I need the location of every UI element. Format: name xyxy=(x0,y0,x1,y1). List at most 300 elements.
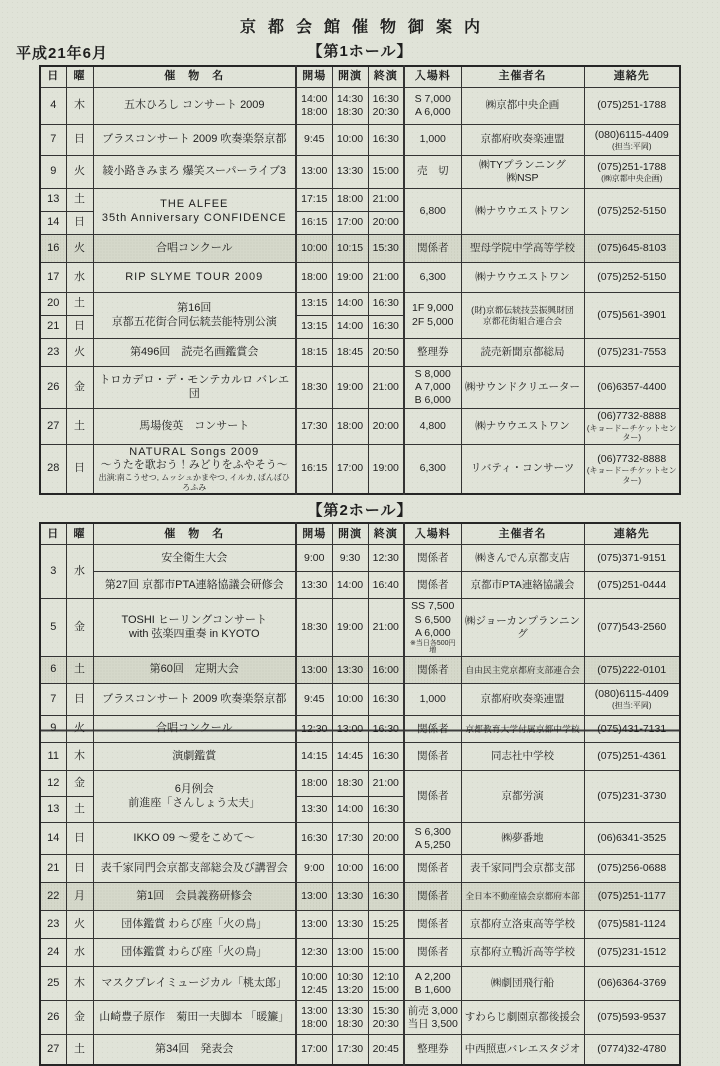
cell-weekday: 水 xyxy=(66,939,93,967)
event-performers: 出演:南こうせつ, ムッシュかまやつ, イルカ, ばんばひろふみ xyxy=(98,473,290,492)
cell-event: IKKO 09 〜愛をこめて〜 xyxy=(93,823,296,855)
cell-fee xyxy=(404,88,461,125)
cell-contact: (075)222-0101 xyxy=(584,657,680,684)
cell-start: 10:00 xyxy=(332,125,368,156)
cell-end: 15:30 xyxy=(368,235,404,263)
cell-end xyxy=(368,967,404,1001)
cell-end: 16:30 xyxy=(368,316,404,339)
table-row xyxy=(40,1035,680,1065)
cell-open: 9:00 xyxy=(296,545,332,572)
cell-contact: (075)252-5150 xyxy=(584,263,680,293)
cell-start: 18:30 xyxy=(332,771,368,797)
cell-end: 21:00 xyxy=(368,771,404,797)
cell-event xyxy=(93,444,296,494)
cell-contact: (075)251-4361 xyxy=(584,743,680,771)
cell-end: 16:40 xyxy=(368,572,404,599)
cell-weekday: 金 xyxy=(66,771,93,797)
cell-weekday: 木 xyxy=(66,88,93,125)
contact-note: (担当:平岡) xyxy=(611,701,652,711)
cell-weekday: 水 xyxy=(66,263,93,293)
cell-day: 4 xyxy=(40,88,66,125)
cell-start: 9:30 xyxy=(332,545,368,572)
cell-organizer: ㈱きんでん京都支店 xyxy=(461,545,584,572)
cell-open: 9:00 xyxy=(296,855,332,883)
col-contact: 連絡先 xyxy=(584,523,680,545)
cell-organizer: 京都市PTA連絡協議会 xyxy=(461,572,584,599)
cell-event xyxy=(93,88,296,125)
cell-day: 12 xyxy=(40,771,66,797)
cell-contact: (0774)32-4780 xyxy=(584,1035,680,1065)
table-row xyxy=(40,339,680,367)
cell-contact: (075)231-1512 xyxy=(584,939,680,967)
cell-day: 26 xyxy=(40,1001,66,1035)
fee-line: 2F 5,000 xyxy=(412,315,454,328)
cell-start: 13:30 xyxy=(332,911,368,939)
cell-end: 21:00 xyxy=(368,367,404,409)
cell-event: ブラスコンサート 2009 吹奏楽祭京都 xyxy=(93,684,296,716)
cell-weekday: 土 xyxy=(66,797,93,823)
cell-start: 18:45 xyxy=(332,339,368,367)
cell-weekday: 水 xyxy=(66,545,93,599)
contact-number: (080)6115-4409 xyxy=(594,128,669,141)
cell-open: 18:00 xyxy=(296,771,332,797)
cell-end: 15:00 xyxy=(368,156,404,189)
event-title: 五木ひろし コンサート 2009 xyxy=(123,99,265,112)
cell-start: 13:00 xyxy=(332,939,368,967)
organizer-line: ㈱NSP xyxy=(506,172,539,184)
table-row xyxy=(40,883,680,911)
fee-line: A 5,250 xyxy=(414,838,451,851)
cell-contact: (075)231-3730 xyxy=(584,771,680,823)
cell-organizer: 自由民主党京都府支部連合会 xyxy=(461,657,584,684)
table-row xyxy=(40,125,680,156)
cell-event: マスクプレイミュージカル「桃太郎」 xyxy=(93,967,296,1001)
cell-day: 27 xyxy=(40,1035,66,1065)
cell-fee: 1,000 xyxy=(404,125,461,156)
cell-day: 9 xyxy=(40,716,66,743)
cell-event: 合唱コンクール xyxy=(93,716,296,743)
cell-day: 22 xyxy=(40,883,66,911)
cell-start: 19:00 xyxy=(332,599,368,657)
cell-weekday: 日 xyxy=(66,684,93,716)
cell-day: 28 xyxy=(40,444,66,494)
cell-day: 16 xyxy=(40,235,66,263)
time-start: 14:30 xyxy=(336,92,364,105)
cell-fee: 6,800 xyxy=(404,189,461,235)
cell-organizer: 全日本不動産協会京都府本部 xyxy=(461,883,584,911)
cell-event xyxy=(93,599,296,657)
cell-start: 10:00 xyxy=(332,855,368,883)
cell-day: 3 xyxy=(40,545,66,599)
cell-fee: 関係者 xyxy=(404,771,461,823)
cell-contact: (075)371-9151 xyxy=(584,545,680,572)
time-end: 15:00 xyxy=(372,983,399,996)
cell-event: 綾小路きみまろ 爆笑スーパーライブ3 xyxy=(93,156,296,189)
cell-open: 13:00 xyxy=(296,657,332,684)
cell-contact: (075)256-0688 xyxy=(584,855,680,883)
col-event: 催 物 名 xyxy=(93,523,296,545)
table-row xyxy=(40,771,680,797)
cell-open: 16:15 xyxy=(296,444,332,494)
cell-weekday: 土 xyxy=(66,1035,93,1065)
cell-contact: (075)251-0444 xyxy=(584,572,680,599)
cell-end: 16:30 xyxy=(368,716,404,743)
cell-fee: 整理券 xyxy=(404,339,461,367)
cell-contact: (06)6364-3769 xyxy=(584,967,680,1001)
cell-fee: 関係者 xyxy=(404,545,461,572)
table-row xyxy=(40,599,680,657)
cell-start: 14:45 xyxy=(332,743,368,771)
time-open: 18:00 xyxy=(301,106,328,118)
col-day: 日 xyxy=(40,523,66,545)
cell-fee: 関係者 xyxy=(404,657,461,684)
col-organizer: 主催者名 xyxy=(461,66,584,88)
cell-start: 13:30 xyxy=(332,657,368,684)
cell-day: 27 xyxy=(40,409,66,444)
col-start: 開演 xyxy=(332,523,368,545)
hall1-label: 【第1ホール】 xyxy=(307,43,413,60)
cell-end: 16:30 xyxy=(368,797,404,823)
cell-day: 6 xyxy=(40,657,66,684)
cell-open: 13:30 xyxy=(296,572,332,599)
cell-event xyxy=(93,293,296,339)
cell-end: 21:00 xyxy=(368,263,404,293)
cell-contact: (06)6341-3525 xyxy=(584,823,680,855)
cell-end: 15:00 xyxy=(368,939,404,967)
header-row xyxy=(40,66,680,88)
cell-organizer: ㈱サウンドクリエーター xyxy=(461,367,584,409)
cell-event: 団体鑑賞 わらび座「火の鳥」 xyxy=(93,911,296,939)
cell-organizer: ㈱夢番地 xyxy=(461,823,584,855)
cell-start xyxy=(332,88,368,125)
cell-open xyxy=(296,1001,332,1035)
cell-contact: (075)561-3901 xyxy=(584,293,680,339)
cell-organizer: リバティ・コンサーツ xyxy=(461,444,584,494)
cell-organizer: ㈱劇団飛行船 xyxy=(461,967,584,1001)
cell-day: 24 xyxy=(40,939,66,967)
event-subtitle: with 弦楽四重奏 in KYOTO xyxy=(128,627,260,640)
cell-fee: 関係者 xyxy=(404,911,461,939)
cell-event: トロカデロ・デ・モンテカルロ バレエ団 xyxy=(93,367,296,409)
time-open: 10:00 xyxy=(301,970,328,983)
cell-contact: (075)581-1124 xyxy=(584,911,680,939)
cell-start: 17:00 xyxy=(332,212,368,235)
cell-weekday: 火 xyxy=(66,156,93,189)
cell-open: 17:15 xyxy=(296,189,332,212)
table-row xyxy=(40,293,680,316)
col-fee: 入場料 xyxy=(404,523,461,545)
cell-weekday: 火 xyxy=(66,339,93,367)
cell-organizer: 京都府立洛東高等学校 xyxy=(461,911,584,939)
event-subtitle: 京都五花街合同伝統芸能特別公演 xyxy=(111,315,277,328)
cell-end: 20:00 xyxy=(368,212,404,235)
table-row xyxy=(40,911,680,939)
col-end: 終演 xyxy=(368,66,404,88)
cell-organizer xyxy=(461,293,584,339)
cell-end: 16:30 xyxy=(368,684,404,716)
fee-note: ※当日各500円増 xyxy=(409,639,456,655)
cell-organizer: ㈱京都中央企画 xyxy=(461,88,584,125)
cell-fee xyxy=(404,823,461,855)
cell-day: 25 xyxy=(40,967,66,1001)
event-title: 第16回 xyxy=(177,301,212,314)
cell-end: 21:00 xyxy=(368,599,404,657)
cell-organizer xyxy=(461,156,584,189)
cell-day: 9 xyxy=(40,156,66,189)
cell-fee: 売 切 xyxy=(404,156,461,189)
cell-weekday: 日 xyxy=(66,444,93,494)
contact-number: (075)251-1788 xyxy=(597,160,667,173)
cell-fee xyxy=(404,293,461,339)
col-weekday: 曜 xyxy=(66,523,93,545)
cell-open: 18:30 xyxy=(296,367,332,409)
contact-note: (キョードーチケットセンター) xyxy=(586,423,677,443)
fee-line: S 7,000 xyxy=(414,92,451,105)
cell-weekday: 金 xyxy=(66,367,93,409)
cell-event: 表千家同門会京都支部総会及び講習会 xyxy=(93,855,296,883)
cell-event: RIP SLYME TOUR 2009 xyxy=(93,263,296,293)
cell-day: 7 xyxy=(40,125,66,156)
cell-fee: 関係者 xyxy=(404,883,461,911)
table-row-cancelled xyxy=(40,716,680,743)
table-row xyxy=(40,409,680,444)
time-open: 13:00 xyxy=(301,1004,328,1017)
organizer-line: ㈱TYプランニング xyxy=(479,158,566,171)
cell-end: 16:30 xyxy=(368,125,404,156)
cell-contact: (075)593-9537 xyxy=(584,1001,680,1035)
cell-organizer: ㈱ナウウエストワン xyxy=(461,263,584,293)
cell-start: 10:00 xyxy=(332,684,368,716)
cell-open: 9:45 xyxy=(296,125,332,156)
table-row xyxy=(40,939,680,967)
cell-fee: 関係者 xyxy=(404,743,461,771)
time-open: 14:00 xyxy=(301,92,328,105)
cell-event: 第27回 京都市PTA連絡協議会研修会 xyxy=(93,572,296,599)
cell-fee: 1,000 xyxy=(404,684,461,716)
table-row xyxy=(40,189,680,212)
cell-contact xyxy=(584,684,680,716)
col-open: 開場 xyxy=(296,66,332,88)
cell-weekday: 木 xyxy=(66,967,93,1001)
table-row xyxy=(40,967,680,1001)
contact-number: (080)6115-4409 xyxy=(594,688,669,701)
table-row xyxy=(40,88,680,125)
cell-open: 18:30 xyxy=(296,599,332,657)
fee-line: A 6,000 xyxy=(414,106,451,118)
table-row xyxy=(40,855,680,883)
cell-organizer: ㈱ナウウエストワン xyxy=(461,409,584,444)
cell-open: 17:00 xyxy=(296,1035,332,1065)
table-row xyxy=(40,823,680,855)
contact-number: (06)7732-8888 xyxy=(597,452,667,465)
cell-start: 18:00 xyxy=(332,189,368,212)
cell-organizer: 読売新聞京都総局 xyxy=(461,339,584,367)
event-title: 6月例会 xyxy=(174,782,214,795)
cell-event: 第34回 発表会 xyxy=(93,1035,296,1065)
cell-contact: (077)543-2560 xyxy=(584,599,680,657)
cell-weekday: 火 xyxy=(66,235,93,263)
cell-open: 18:00 xyxy=(296,263,332,293)
cell-contact xyxy=(584,156,680,189)
event-subtitle: 35th Anniversary CONFIDENCE xyxy=(101,211,287,224)
cell-open: 16:15 xyxy=(296,212,332,235)
cell-start: 17:00 xyxy=(332,444,368,494)
cell-start xyxy=(332,1001,368,1035)
cell-organizer: 京都教育大学付属京都中学校 xyxy=(461,716,584,743)
cell-organizer: ㈱ジョーカンプランニング xyxy=(461,599,584,657)
cell-organizer: ㈱ナウウエストワン xyxy=(461,189,584,235)
table-row xyxy=(40,156,680,189)
contact-note: (㈱京都中央企画) xyxy=(601,173,663,183)
cell-open xyxy=(296,967,332,1001)
col-weekday: 曜 xyxy=(66,66,93,88)
cell-end: 16:30 xyxy=(368,293,404,316)
cell-event: 安全衛生大会 xyxy=(93,545,296,572)
event-subtitle: 前進座「さんしょう太夫」 xyxy=(128,796,261,809)
cell-start: 14:00 xyxy=(332,797,368,823)
cell-end xyxy=(368,88,404,125)
cell-event: 団体鑑賞 わらび座「火の鳥」 xyxy=(93,939,296,967)
header-row xyxy=(40,523,680,545)
contact-note: (キョードーチケットセンター) xyxy=(586,466,677,485)
cell-open: 12:30 xyxy=(296,939,332,967)
cell-open: 13:00 xyxy=(296,883,332,911)
cell-contact: (075)231-7553 xyxy=(584,339,680,367)
table-row xyxy=(40,367,680,409)
cell-day: 13 xyxy=(40,797,66,823)
cell-end: 20:45 xyxy=(368,1035,404,1065)
time-open: 12:45 xyxy=(301,983,328,996)
time-end: 15:30 xyxy=(372,1004,399,1017)
cell-open: 16:30 xyxy=(296,823,332,855)
cell-end xyxy=(368,1001,404,1035)
event-subtitle: 〜うたを歌おう！みどりをふやそう〜 xyxy=(100,459,288,472)
cell-day: 5 xyxy=(40,599,66,657)
cell-event: 第60回 定期大会 xyxy=(93,657,296,684)
cell-event xyxy=(93,771,296,823)
cell-fee: 関係者 xyxy=(404,716,461,743)
cell-start: 19:00 xyxy=(332,367,368,409)
cell-weekday: 土 xyxy=(66,189,93,212)
cell-weekday: 日 xyxy=(66,855,93,883)
cell-start: 14:00 xyxy=(332,572,368,599)
time-open: 18:00 xyxy=(301,1017,328,1030)
cell-day: 21 xyxy=(40,316,66,339)
cell-organizer: 表千家同門会京都支部 xyxy=(461,855,584,883)
cell-day: 23 xyxy=(40,911,66,939)
cell-fee: 6,300 xyxy=(404,444,461,494)
cell-end: 15:25 xyxy=(368,911,404,939)
cell-organizer: 京都府吹奏楽連盟 xyxy=(461,684,584,716)
cell-weekday: 火 xyxy=(66,911,93,939)
cell-contact: (075)252-5150 xyxy=(584,189,680,235)
table-row xyxy=(40,684,680,716)
cell-weekday: 金 xyxy=(66,1001,93,1035)
cell-day: 14 xyxy=(40,823,66,855)
col-contact: 連絡先 xyxy=(584,66,680,88)
time-start: 13:30 xyxy=(336,1004,364,1017)
contact-note: (担当:平岡) xyxy=(611,141,652,151)
cell-end: 16:30 xyxy=(368,883,404,911)
fee-line: SS 7,500 xyxy=(411,600,455,613)
organizer-line: 京都花街組合連合会 xyxy=(482,315,563,326)
col-open: 開場 xyxy=(296,523,332,545)
cell-open: 10:00 xyxy=(296,235,332,263)
cell-end: 21:00 xyxy=(368,189,404,212)
cell-contact xyxy=(584,409,680,444)
col-end: 終演 xyxy=(368,523,404,545)
cell-contact: (075)251-1788 xyxy=(584,88,680,125)
cell-organizer: 同志社中学校 xyxy=(461,743,584,771)
cell-weekday: 土 xyxy=(66,293,93,316)
cell-end: 12:30 xyxy=(368,545,404,572)
hall1-table xyxy=(39,65,681,495)
cell-event: 演劇鑑賞 xyxy=(93,743,296,771)
cell-start xyxy=(332,967,368,1001)
cell-day: 23 xyxy=(40,339,66,367)
cell-fee: 整理券 xyxy=(404,1035,461,1065)
cell-start: 19:00 xyxy=(332,263,368,293)
cell-event: 第496回 読売名画鑑賞会 xyxy=(93,339,296,367)
event-title: NATURAL Songs 2009 xyxy=(129,445,260,458)
cell-open xyxy=(296,88,332,125)
cell-open: 13:15 xyxy=(296,316,332,339)
table-row xyxy=(40,743,680,771)
cell-organizer: 中西照恵バレエスタジオ xyxy=(461,1035,584,1065)
hall2-label: 【第2ホール】 xyxy=(307,502,413,520)
cell-fee: 関係者 xyxy=(404,235,461,263)
cell-organizer: 聖母学院中学高等学校 xyxy=(461,235,584,263)
organizer-line: (財)京都伝統技芸振興財団 xyxy=(471,304,574,315)
cell-open: 13:00 xyxy=(296,911,332,939)
cell-event: 第1回 会員義務研修会 xyxy=(93,883,296,911)
cell-start: 14:00 xyxy=(332,293,368,316)
cell-weekday: 土 xyxy=(66,409,93,444)
time-end: 12:10 xyxy=(372,970,399,983)
cell-day: 7 xyxy=(40,684,66,716)
cell-start: 14:00 xyxy=(332,316,368,339)
cell-fee: 4,800 xyxy=(404,409,461,444)
time-start: 10:30 xyxy=(336,970,364,983)
fee-line: B 6,000 xyxy=(414,394,451,407)
time-start: 18:30 xyxy=(336,1017,364,1030)
cell-open: 18:15 xyxy=(296,339,332,367)
cell-weekday: 日 xyxy=(66,823,93,855)
cell-open: 17:30 xyxy=(296,409,332,444)
cell-day: 14 xyxy=(40,212,66,235)
table-row xyxy=(40,263,680,293)
cell-contact xyxy=(584,125,680,156)
cell-organizer: 京都府立鴨沂高等学校 xyxy=(461,939,584,967)
contact-number: (06)7732-8888 xyxy=(597,410,667,423)
time-end: 20:30 xyxy=(372,106,399,118)
col-start: 開演 xyxy=(332,66,368,88)
fee-line: A 7,000 xyxy=(414,381,451,394)
cell-contact: (075)645-8103 xyxy=(584,235,680,263)
cell-fee: 関係者 xyxy=(404,572,461,599)
col-fee: 入場料 xyxy=(404,66,461,88)
cell-day: 26 xyxy=(40,367,66,409)
cell-organizer: 京都府吹奏楽連盟 xyxy=(461,125,584,156)
cell-organizer: 京都労演 xyxy=(461,771,584,823)
cell-event: ブラスコンサート 2009 吹奏楽祭京都 xyxy=(93,125,296,156)
cell-fee: 関係者 xyxy=(404,939,461,967)
cell-weekday: 月 xyxy=(66,883,93,911)
cell-day: 13 xyxy=(40,189,66,212)
table-row xyxy=(40,235,680,263)
col-day: 日 xyxy=(40,66,66,88)
cell-contact: (06)6357-4400 xyxy=(584,367,680,409)
